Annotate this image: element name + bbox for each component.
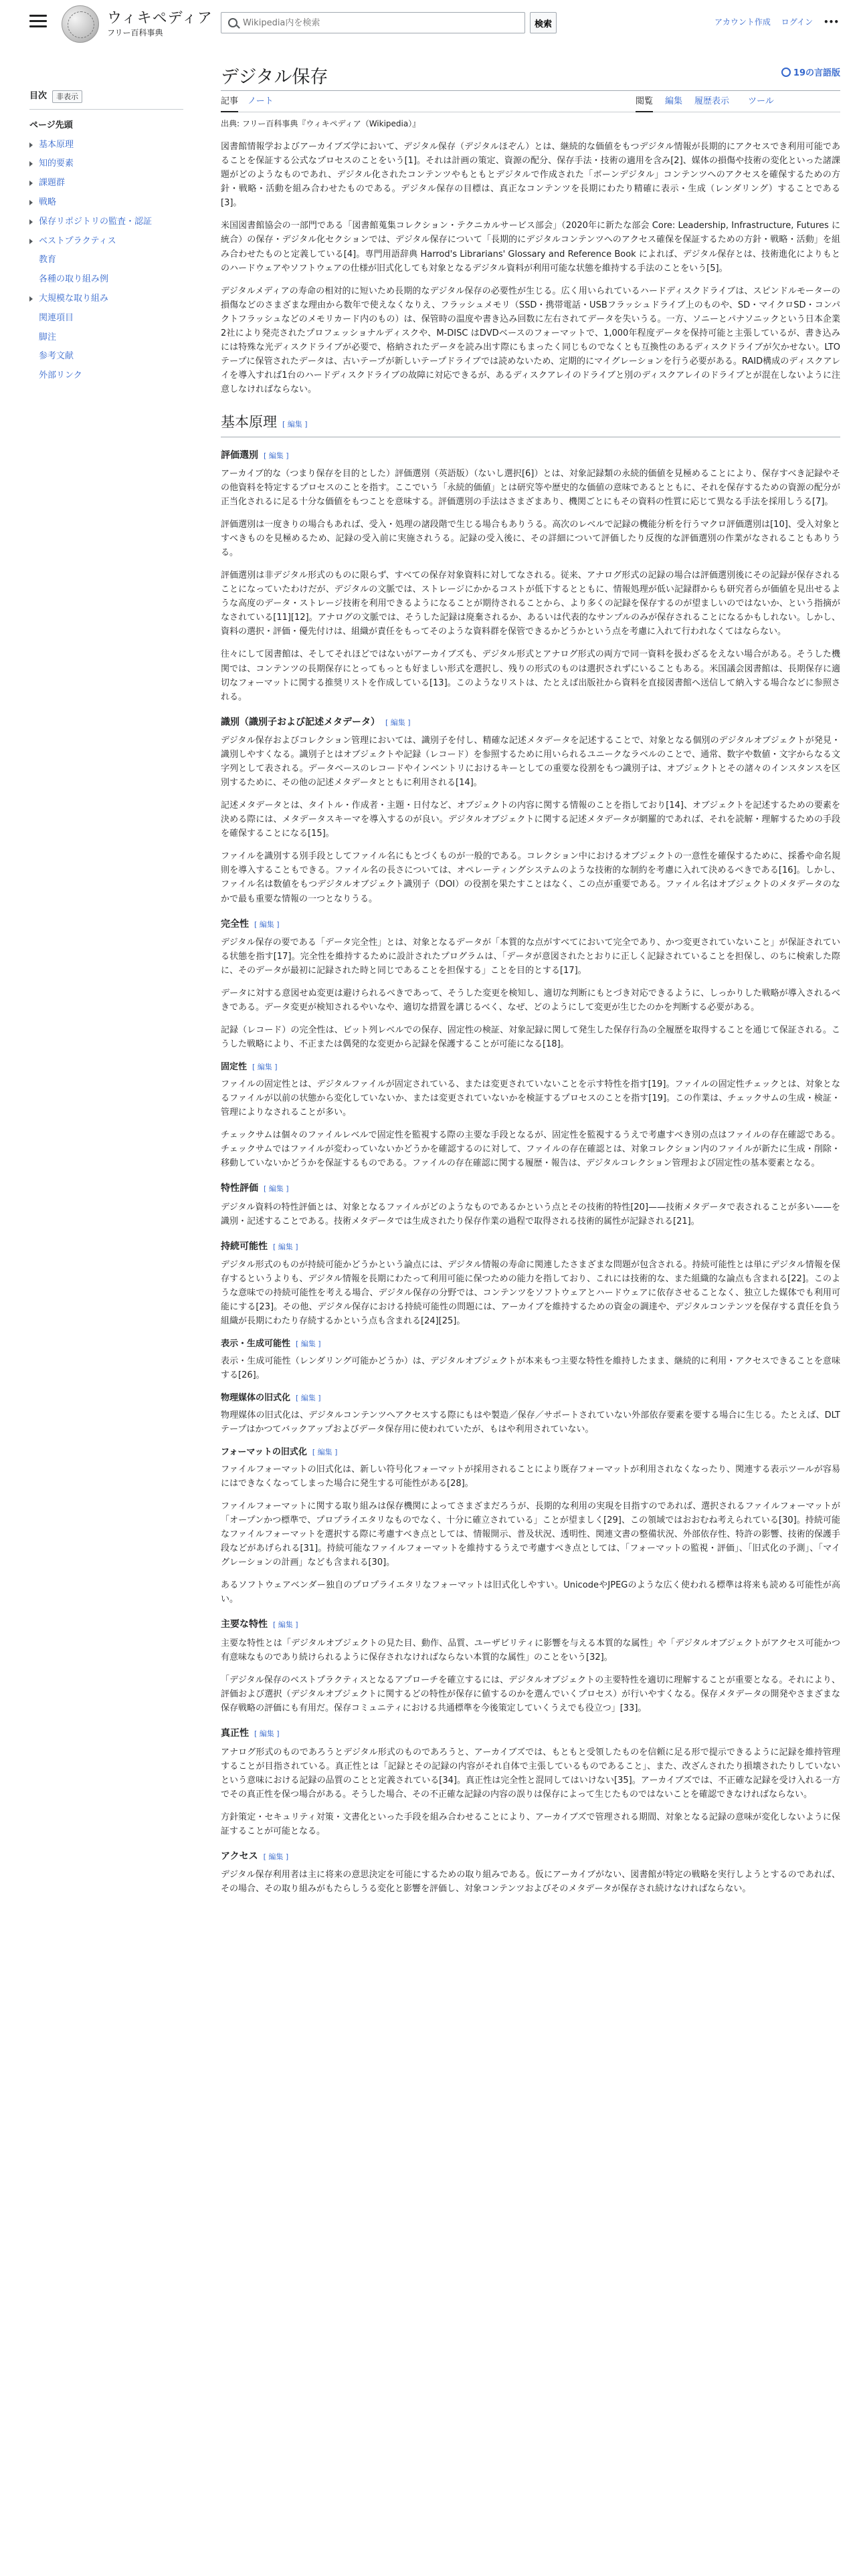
subsection-title: 表示・生成可能性 — [221, 1339, 291, 1350]
subsection-title: 物理媒体の旧式化 — [221, 1393, 291, 1404]
wikipedia-globe-icon[interactable] — [62, 5, 99, 43]
subsection-title: 真正性 — [221, 1728, 249, 1739]
expand-caret-icon[interactable] — [29, 161, 33, 167]
language-icon — [781, 68, 791, 77]
toc-item-strategies[interactable] — [29, 193, 183, 213]
section-edit-link[interactable]: [ 編集 ] — [252, 1063, 278, 1072]
subsection-heading — [221, 1181, 840, 1196]
section-edit-link[interactable]: [ 編集 ] — [296, 1339, 321, 1349]
expand-caret-icon[interactable] — [29, 181, 33, 186]
expand-caret-icon[interactable] — [29, 296, 33, 302]
body-paragraph: 評価選別は非デジタル形式のものに限らず、すべての保存対象資料に対してなされる。従来、アナログ形式の記録の場合は評価選別後にその記録が保存されることになっていたわけだが、デジタルの文脈では、ストレージにかかるコストが低下するとともに、情報処理が低い記録群からも研究者らが価値を見出せるような高度のデータ・ストレージ技術を利用できるようになることが期待されることから、より多くの記録を保存するのが望ましいのではないか、という指摘がなされている[11][12]。アナログの文脈では、そうした記録は廃棄されるか、あるいは代表的なサンプルのみが保存されることになるかもしれない。しかし、資料の選択・評価・優先付けは、組織が責任をもってそのような資料群を保管できるかどうかという点を考慮に入れて行われなくてはならない。 — [221, 570, 840, 637]
language-button[interactable] — [781, 67, 840, 81]
subsection-title: アクセス — [221, 1850, 258, 1862]
section-edit-link[interactable]: [ 編集 ] — [282, 419, 308, 429]
expand-caret-icon[interactable] — [29, 219, 33, 225]
body-paragraph: あるソフトウェアベンダー独自のプロプライエタリなフォーマットは旧式化しやすい。UnicodeやJPEGのような広く使われる標準は将来も読める可能性が高い。 — [221, 1580, 840, 1605]
section-title: 基本原理 — [221, 413, 277, 430]
body-paragraph: チェックサムは個々のファイルレベルで固定性を監視する際の主要な手段となるが、固定性を監視するうえで考慮すべき別の点はファイルの存在確認である。チェックサムではファイルが変わっていないかどうかを確認するのに対して、ファイルの存在確認とは、対象コレクション内のファイルが新たに生成・削除・移動していないかどうかを保証するものである。ファイルの存在確認に関する履歴・報告は、デジタルコレクション管理および固定性の基本要素となる。 — [221, 1130, 840, 1169]
search-button[interactable]: 検索 — [530, 12, 557, 33]
toc-item-label: 大規模な取り組み — [39, 293, 109, 304]
site-wordmark[interactable]: ウィキペディア — [107, 10, 213, 27]
intro-paragraph: 米国図書館協会の一部門である「図書館蒐集コレクション・テクニカルサービス部会」（2020年に新たな部会 Core: Leadership, Infrastructure, Futures に統合）の保存・デジタル化セクションでは、デジタル保存について「長期的にデジタルコンテンツへのアクセス確保を保証するための方針・戦略・活動」を組み合わせたものと定義している[4]。専門用語辞典 Harrod's Librarians' Glossary and Reference Book によれば、デジタル保存とは、技術進化によりもとのハードウェアやソフトウェアの仕様が旧式化しても対象となるデジタル資料が利用可能な状態を維持する手法のことをいう[5]。 — [221, 221, 840, 274]
section-edit-link[interactable]: [ 編集 ] — [273, 1620, 298, 1630]
toc-item-label: ページ先頭 — [29, 120, 73, 130]
more-options-icon[interactable]: ••• — [823, 17, 839, 27]
body-paragraph: データに対する意図せぬ変更は避けられるべきであって、そうした変更を検知し、適切な判断にもとづき対応できるように、しっかりした戦略が導入されるべきである。データ変更が検知されるやいなや、適切な措置を講じるべく、なぜ、どのようにして変更が生じたのかを判断する必要がある。 — [221, 988, 840, 1013]
toc-item-best-practices[interactable] — [29, 232, 183, 251]
tab-talk[interactable]: ノート — [248, 96, 274, 106]
toc-item-label: 保存リポジトリの監査・認証 — [39, 216, 153, 227]
article-source: 出典: フリー百科事典『ウィキペディア（Wikipedia）』 — [221, 119, 421, 128]
body-paragraph: 物理媒体の旧式化は、デジタルコンテンツへアクセスする際にもはや製造／保存／サポートされていない外部依存要素を要する場合に生じる。たとえば、DLTテープはかつてバックアップおよびデータ保存用に使われていたが、もはや利用されていない。 — [221, 1410, 840, 1435]
main-content — [221, 56, 840, 1905]
create-account-link[interactable]: アカウント作成 — [714, 17, 771, 27]
subsection-heading — [221, 1617, 840, 1632]
tab-article[interactable]: 記事 — [221, 95, 238, 112]
section-edit-link[interactable]: [ 編集 ] — [385, 718, 411, 727]
body-paragraph: ファイルフォーマットの旧式化は、新しい符号化フォーマットが採用されることにより既存フォーマットが利用されなくなったり、関連する表示ツールが容易にはできなくなってしまった場合に発生する可能性がある[28]。 — [221, 1465, 840, 1489]
site-header — [0, 0, 859, 48]
toc-item-label: 課題群 — [39, 178, 66, 189]
subsection-title: 特性評価 — [221, 1183, 258, 1194]
language-count: 19の言語版 — [793, 68, 840, 78]
table-of-contents — [29, 90, 183, 386]
search-icon — [228, 18, 237, 27]
body-paragraph: デジタル保存利用者は主に将来の意思決定を可能にするための取り組みである。仮にアーカイブがない、図書館が特定の戦略を実行しようとするのであれば、その場合、その取り組みがもたらしうる変化と影響を評価し、対象コンテンツおよびそのメタデータが保存され続けなければならない。 — [221, 1870, 840, 1895]
section-heading — [221, 411, 840, 437]
subsection-title: 完全性 — [221, 918, 249, 930]
expand-caret-icon[interactable] — [29, 239, 33, 244]
body-paragraph: 評価選別は一度きりの場合もあれば、受入・処理の諸段階で生じる場合もありうる。高次のレベルで記録の機能分析を行うマクロ評価選別は[10]、受入対象とすべきものを見極めるため、記録の受入前に実施されうる。記録の受入後に、その詳細について評価したり反復的な評価選別の作業がなされることもありうる。 — [221, 520, 840, 558]
subsection-heading — [221, 1392, 840, 1406]
toc-hide-button[interactable]: 非表示 — [52, 90, 82, 104]
toc-item-notes[interactable] — [29, 328, 183, 348]
section-edit-link[interactable]: [ 編集 ] — [296, 1394, 321, 1403]
toc-item-label: 関連項目 — [39, 312, 74, 323]
body-paragraph: 方針策定・セキュリティ対策・文書化といった手段を組み合わせることにより、アーカイブズで管理される期間、対象となる記録の意味が変化しないように保証することが可能となる。 — [221, 1812, 840, 1836]
login-link[interactable]: ログイン — [781, 17, 814, 27]
toc-item-label: 各種の取り組み例 — [39, 274, 109, 285]
toc-item-external-links[interactable] — [29, 366, 183, 386]
toc-item-label: ベストプラクティス — [39, 235, 116, 246]
expand-caret-icon[interactable] — [29, 200, 33, 205]
section-edit-link[interactable]: [ 編集 ] — [264, 451, 289, 460]
section-edit-link[interactable]: [ 編集 ] — [264, 1184, 289, 1194]
body-paragraph: 記述メタデータとは、タイトル・作成者・主題・日付など、オブジェクトの内容に関する情報のことを指しており[14]、オブジェクトを記述するための要素を決める際には、メタデータスキーマを導入するのが良い。デジタルオブジェクトに関する記述メタデータが網羅的であれば、それを読解・理解するための手段を確保することになる[15]。 — [221, 800, 840, 839]
subsection-heading — [221, 715, 840, 730]
toc-item-label: 参考文献 — [39, 351, 74, 362]
body-paragraph: ファイルの固定性とは、デジタルファイルが固定されている、または変更されていないことを示す特性を指す[19]。ファイルの固定性チェックとは、対象となるファイルが以前の状態から変化していないか、または変更されていないかを検証するプロセスのことを指す[19]。この作業は、チェックサムの生成・検証・管理によりなされることが多い。 — [221, 1079, 840, 1118]
toc-item-label: 教育 — [39, 255, 57, 265]
tab-history[interactable]: 履歴表示 — [694, 96, 730, 106]
toc-item-top[interactable] — [29, 116, 183, 136]
main-menu-button[interactable] — [29, 15, 47, 29]
toc-item-label: 知的要素 — [39, 158, 74, 169]
subsection-heading — [221, 1726, 840, 1741]
intro-paragraph: 図書館情報学およびアーカイブズ学において、デジタル保存（デジタルほぞん）とは、継続的な価値をもつデジタル情報が長期的にアクセスでき利用可能であることを保証する公式なプロセスのことをいう[1]。それは計画の策定、資源の配分、保存手法・技術の適用を含み[2]、媒体の損傷や技術の変化といった諸課題がどのようなものであれ、デジタル化されたコンテンツやもともとデジタルで作成された「ボーンデジタル」コンテンツへのアクセスを確保するための方針・戦略・活動を組み合わせたものである。デジタル保存の目標は、真正なコンテンツを長期にわたり精確に表示・生成（レンダリング）することである[3]。 — [221, 142, 840, 209]
intro-paragraph: デジタルメディアの寿命の相対的に短いため長期的なデジタル保存の必要性が生じる。広く用いられているハードディスクドライブは、スピンドルモーターの損傷などのさまざまな理由から数年で使えなくなりえ、フラッシュメモリ（SSD・携帯電話・USBフラッシュドライブ上のものや、SD・マイクロSD・コンパクトフラッシュなどのメモリカード内のもの）は、保管時の温度や書き込み回数に左右されてデータを失いうる。一方、ソニーとパナソニックという日本企業2社により発売されたプロフェッショナルディスクや、M-DISC はDVDベースのフォーマットで、1,000年程度データを保持可能と主張しているが、書き込みには特殊な光ディスクドライブが必要で、格納されたデータを読み出す際にもまったく同じものでなくとも互換性のあるディスクドライブが欠かせない。LTOテープに保管されたデータは、古いテープが新しいテープドライブでは読めないため、定期的にマイグレーションを行う必要がある。RAID構成のディスクアレイを導入すれば1台のハードディスクドライブの故障に対応できるが、あるディスクアレイのドライブと別のディスクアレイのドライブとが混在しないように注意しなければならない。 — [221, 286, 840, 395]
toc-item-education[interactable] — [29, 251, 183, 270]
toc-item-large-scale[interactable] — [29, 290, 183, 309]
section-edit-link[interactable]: [ 編集 ] — [254, 920, 280, 929]
site-tagline: フリー百科事典 — [107, 28, 163, 37]
body-paragraph: 表示・生成可能性（レンダリング可能かどうか）は、デジタルオブジェクトが本来もつ主要な特性を維持したまま、継続的に利用・アクセスできることを意味する[26]。 — [221, 1356, 840, 1381]
body-paragraph: 主要な特性とは「デジタルオブジェクトの見た目、動作、品質、ユーザビリティに影響を与える本質的な属性」や「デジタルオブジェクトがアクセス可能かつ有意味なものであり続けられるように保存されなければならない本質的な属性」のことをいう[32]。 — [221, 1638, 840, 1662]
body-paragraph: アナログ形式のものであろうとデジタル形式のものであろうと、アーカイブズでは、もともと受領したものを信頼に足る形で提示できるように記録を維持管理することが目指されている。真正性とは「記録とその記録の内容がそれ自体で主張しているものであること」、また、改ざんされたり損壊されたりしていないという意味における記録の品質のことと定義されている[34]。真正性は完全性と混同してはいけない[35]。アーカイブズでは、不正確な記録を受け入れる一方でその真正性を保つ場合がある。そうした場合、その不正確な記録の内容の誤りは保存によって生じたものではないことを確認できなければならない。 — [221, 1747, 840, 1800]
body-paragraph: アーカイブ的な（つまり保存を目的とした）評価選別（英語版）（ないし選択[6]）とは、対象記録類の永続的価値を見極めることにより、保存すべき記録やその他資料を特定するプロセスのことを指す。ここでいう「永続的価値」とは研究等や歴史的な価値の意味であるとともに、それを保存するための資源の配分が正当化されるに足る十分な価値をもつことを意味する。評価選別の手法はさまざまあり、機関ごとにもその資料の性質に応じて異なる手法を採用しうる[7]。 — [221, 468, 840, 508]
subsection-heading — [221, 1446, 840, 1460]
body-paragraph: デジタル形式のものが持続可能かどうかという論点には、デジタル情報の寿命に関連したさまざまな問題が包含される。持続可能性とは単にデジタル情報を保存するというよりも、デジタル情報を長期にわたって利用可能に保つための能力を指しており、これには技術的な、また組織的な論点も含まれる[22]。このような意味での持続可能性を考える場合、デジタル保存の分野では、コンテンツをソフトウェアとハードウェアに依存させることなく、独立した媒体でも利用可能にする[23]。その他、デジタル保存における持続可能性の問題には、アーカイブを維持するための資金の調達や、デジタルコンテンツを保存する責任を負う組織が長期にわたり存続するかという点も含まれる[24][25]。 — [221, 1260, 840, 1327]
subsection-title: 識別（識別子および記述メタデータ） — [221, 716, 380, 728]
toc-item-label: 基本原理 — [39, 139, 74, 150]
toc-item-label: 戦略 — [39, 197, 57, 207]
page-title: デジタル保存 — [221, 67, 328, 88]
subsection-title: 持続可能性 — [221, 1241, 268, 1252]
body-paragraph: デジタル保存およびコレクション管理においては、識別子を付し、精確な記述メタデータを記述することで、対象となる個別のデジタルオブジェクトが発見・識別しやすくなる。識別子とはオブジェクトや記録（レコード）を参照するために用いられるユニークなラベルのことで、通常、数字や数値・文字からなる文字列として表される。データベースのレコードやインベントリにおけるキーとしての重要な役割をもつ識別子は、オブジェクトとその諸々のインスタンスを区別するために、その他の記述メタデータとともに利用される[14]。 — [221, 736, 840, 788]
toc-item-challenges[interactable] — [29, 174, 183, 193]
subsection-title: フォーマットの旧式化 — [221, 1447, 307, 1458]
subsection-title: 評価選別 — [221, 449, 258, 461]
subsection-title: 主要な特性 — [221, 1619, 268, 1630]
tab-edit[interactable]: 編集 — [665, 96, 683, 106]
toc-item-examples[interactable] — [29, 270, 183, 290]
toc-item-related[interactable] — [29, 309, 183, 328]
page-tabs — [221, 91, 840, 112]
toc-title: 目次 — [29, 91, 47, 101]
body-paragraph: 「デジタル保存のベストプラクティスとなるアプローチを確立するには、デジタルオブジェクトの主要特性を適切に理解することが重要となる。それにより、評価および選択（デジタルオブジェクトに関するどの特性が保存に値するのかを選んでいくプロセス）が行いやすくなる。保存メタデータの開発やさまざまな保存戦略の評価にも有用だ。保存コミュニティにおける共通標準を今後策定していくうえでも役立つ」[33]。 — [221, 1675, 840, 1714]
toc-item-references[interactable] — [29, 347, 183, 366]
toc-item-basic[interactable] — [29, 136, 183, 155]
subsection-heading — [221, 1849, 840, 1864]
section-edit-link[interactable]: [ 編集 ] — [263, 1852, 289, 1861]
body-paragraph: ファイルを識別する別手段としてファイル名にもとづくものが一般的である。コレクション中におけるオブジェクトの一意性を確保するために、採番や命名規則を導入することもできる。ファイル名の長さについては、オペレーティングシステムのような技術的な制約を考慮に入れて決めるべきである[16]。しかし、ファイル名は数値をもつデジタルオブジェクト識別子（DOI）の役割を果たすことはなく、この点が重要である。ファイル名はオブジェクトのメタデータのなかで最も重要な情報の一つとなりうる。 — [221, 851, 840, 904]
section-edit-link[interactable]: [ 編集 ] — [312, 1448, 338, 1457]
tab-tools[interactable]: ツール — [748, 96, 774, 106]
body-paragraph: デジタル保存の要である「データ完全性」とは、対象となるデータが「本質的な点がすべてにおいて完全であり、かつ変更されていないこと」が保証されている状態を指す[17]。完全性を維持するために設計されたプログラムは、「データが意図されたとおりに正しく記録されていることを担保し、のちに検索した際に、そのデータが最初に記録された時と同じであることを担保する」ことを目的とする[17]。 — [221, 937, 840, 976]
body-paragraph: 記録（レコード）の完全性は、ビット列レベルでの保存、固定性の検証、対象記録に関して発生した保存行為の全履歴を取得することを通じて保証される。こうした戦略により、不正または偶発的な変更から記録を保護することが可能になる[18]。 — [221, 1025, 840, 1050]
section-edit-link[interactable]: [ 編集 ] — [273, 1242, 298, 1251]
subsection-heading — [221, 1061, 840, 1075]
tab-read[interactable]: 閲覧 — [636, 95, 653, 112]
body-paragraph: デジタル資料の特性評価とは、対象となるファイルがどのようなものであるかという点とその技術的特性[20]——技術メタデータで表されることが多い——を識別・記述することである。技術メタデータでは生成されたり保存作業の過程で取得される技術的属性が記録される[21]。 — [221, 1202, 840, 1226]
user-links — [706, 16, 839, 29]
subsection-heading — [221, 917, 840, 932]
search-input[interactable] — [243, 15, 517, 30]
subsection-heading — [221, 1337, 840, 1352]
toc-item-intellectual[interactable] — [29, 154, 183, 174]
toc-item-label: 脚注 — [39, 332, 57, 342]
subsection-heading — [221, 1239, 840, 1254]
search-box[interactable] — [221, 12, 525, 33]
section-edit-link[interactable]: [ 編集 ] — [254, 1729, 280, 1739]
subsection-title: 固定性 — [221, 1062, 248, 1073]
toc-item-label: 外部リンク — [39, 370, 82, 381]
toc-item-audit[interactable] — [29, 213, 183, 232]
subsection-heading — [221, 448, 840, 463]
body-paragraph: 往々にして図書館は、そしてそれほどではないがアーカイブズも、デジタル形式とアナログ形式の両方で同一資料を扱わざるをえない場合がある。そうした機関では、コンテンツの長期保存にとってもっとも好ましい形式を選択し、残りの形式のものは選択されずにいることもある。米国議会図書館は、長期保存に適切なフォーマットに関する推奨リストを作成している[13]。このようなリストは、たとえば出版社から資料を直接図書館へ送信して納入する場合などに参照される。 — [221, 649, 840, 702]
body-paragraph: ファイルフォーマットに関する取り組みは保存機関によってさまざまだろうが、長期的な利用の実現を目指すのであれば、選択されるファイルフォーマットが「オープンかつ標準で、プロプライエタリなものでなく、十分に確立されている」ことが望ましく[29]、この領域ではおおむね考えられている[30]。持続可能なファイルフォーマットを選択する際に考慮すべき点としては、情報開示、普及状況、透明性、関連文書の整備状況、外部依存性、特許の影響、技術的保護手段などがあげられる[31]。持続可能なファイルフォーマットを維持するうえで考慮すべき点としては、「フォーマットの監視・評価」、「旧式化の予測」、「マイグレーションの計画」なども含まれる[30]。 — [221, 1501, 840, 1568]
expand-caret-icon[interactable] — [29, 142, 33, 148]
